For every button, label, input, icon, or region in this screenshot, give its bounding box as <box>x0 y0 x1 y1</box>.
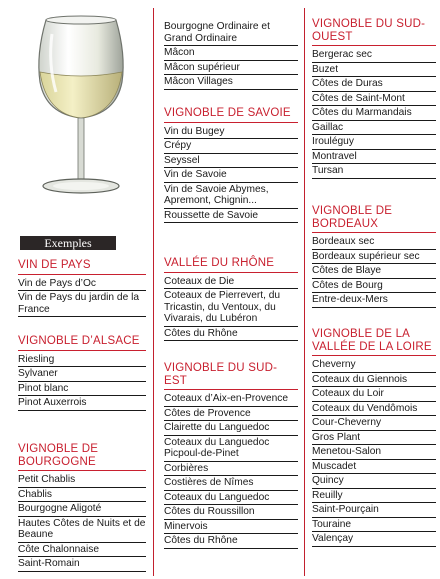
list-item: Saint-Pourçain <box>312 503 436 518</box>
section-title: VIGNOBLE DE LA VALLÉE DE LA LOIRE <box>312 328 432 353</box>
list-item: Cour-Cheverny <box>312 416 436 431</box>
list-item: Quincy <box>312 474 436 489</box>
list-item: Coteaux du Languedoc <box>164 491 298 506</box>
list-item: Côtes du Roussillon <box>164 505 298 520</box>
list-item: Côte Chalonnaise <box>18 543 146 558</box>
list-item: Côtes de Blaye <box>312 264 436 279</box>
list-item: Riesling <box>18 353 146 368</box>
section-title: VALLÉE DU RHÔNE <box>164 257 275 269</box>
list-item: Reuilly <box>312 489 436 504</box>
section-bordeaux <box>312 205 436 308</box>
list-item: Côtes du Rhône <box>164 327 298 342</box>
list-item: Mâcon supérieur <box>164 61 298 76</box>
list-item: Corbières <box>164 462 298 477</box>
list-item: Costières de Nîmes <box>164 476 298 491</box>
list-item: Roussette de Savoie <box>164 209 298 224</box>
list-item: Gros Plant <box>312 431 436 446</box>
list-item: Vin du Bugey <box>164 125 298 140</box>
section-vin-de-pays <box>18 259 146 317</box>
list-item: Bergerac sec <box>312 48 436 63</box>
list-item: Irouléguy <box>312 135 436 150</box>
list-item: Bourgogne Ordinaire et Grand Ordinaire <box>164 20 298 46</box>
section-savoie <box>164 107 298 223</box>
section-sud-ouest <box>312 18 436 179</box>
list-item: Pinot Auxerrois <box>18 396 146 411</box>
list-item: Côtes de Provence <box>164 407 298 422</box>
list-item: Côtes de Bourg <box>312 279 436 294</box>
list-item: Côtes du Rhône <box>164 534 298 549</box>
list-item: Hautes Côtes de Nuits et de Beaune <box>18 517 146 543</box>
list-item: Minervois <box>164 520 298 535</box>
section-loire <box>312 328 436 547</box>
list-item: Côtes de Saint-Mont <box>312 92 436 107</box>
section-alsace <box>18 335 146 411</box>
list-item: Tursan <box>312 164 436 179</box>
list-item: Petit Chablis <box>18 473 146 488</box>
list-item: Bourgogne Aligoté <box>18 502 146 517</box>
list-item: Coteaux du Loir <box>312 387 436 402</box>
section-title: VIGNOBLE D’ALSACE <box>18 335 140 347</box>
list-item: Vin de Pays du jardin de la France <box>18 291 146 317</box>
section-bourgogne-continued <box>164 20 298 90</box>
column-divider <box>153 8 154 576</box>
section-bourgogne <box>18 443 146 572</box>
section-sud-est <box>164 362 298 549</box>
examples-label: Exemples <box>20 236 116 250</box>
list-item: Sylvaner <box>18 367 146 382</box>
list-item: Bordeaux sec <box>312 235 436 250</box>
section-title: VIGNOBLE DU SUD-OUEST <box>312 18 426 43</box>
list-item: Chablis <box>18 488 146 503</box>
list-item: Côtes de Duras <box>312 77 436 92</box>
list-item: Vin de Savoie Abymes, Apremont, Chignin... <box>164 183 298 209</box>
section-title: VIGNOBLE DU SUD-EST <box>164 362 278 387</box>
wine-glass-image <box>26 14 136 200</box>
list-item: Cheverny <box>312 358 436 373</box>
list-item: Bordeaux supérieur sec <box>312 250 436 265</box>
list-item: Vin de Savoie <box>164 168 298 183</box>
list-item: Touraine <box>312 518 436 533</box>
column-divider <box>304 8 305 576</box>
list-item: Coteaux du Vendômois <box>312 402 436 417</box>
section-rhone <box>164 257 298 341</box>
list-item: Pinot blanc <box>18 382 146 397</box>
section-title: VIGNOBLE DE BOURGOGNE <box>18 443 99 468</box>
section-title: VIGNOBLE DE BORDEAUX <box>312 205 393 230</box>
section-title: VIN DE PAYS <box>18 259 91 271</box>
list-item: Coteaux du Languedoc Picpoul-de-Pinet <box>164 436 298 462</box>
list-item: Coteaux d’Aix-en-Provence <box>164 392 298 407</box>
list-item: Clairette du Languedoc <box>164 421 298 436</box>
list-item: Montravel <box>312 150 436 165</box>
list-item: Gaillac <box>312 121 436 136</box>
list-item: Muscadet <box>312 460 436 475</box>
list-item: Mâcon Villages <box>164 75 298 90</box>
list-item: Seyssel <box>164 154 298 169</box>
list-item: Buzet <box>312 63 436 78</box>
list-item: Valençay <box>312 532 436 547</box>
list-item: Coteaux de Die <box>164 275 298 290</box>
section-title: VIGNOBLE DE SAVOIE <box>164 107 291 119</box>
list-item: Mâcon <box>164 46 298 61</box>
list-item: Coteaux du Giennois <box>312 373 436 388</box>
list-item: Crépy <box>164 139 298 154</box>
list-item: Saint-Romain <box>18 557 146 572</box>
list-item: Menetou-Salon <box>312 445 436 460</box>
list-item: Entre-deux-Mers <box>312 293 436 308</box>
list-item: Coteaux de Pierrevert, du Tricastin, du Ventoux, du Vivarais, du Lubéron <box>164 289 298 327</box>
list-item: Vin de Pays d’Oc <box>18 277 146 292</box>
list-item: Côtes du Marmandais <box>312 106 436 121</box>
